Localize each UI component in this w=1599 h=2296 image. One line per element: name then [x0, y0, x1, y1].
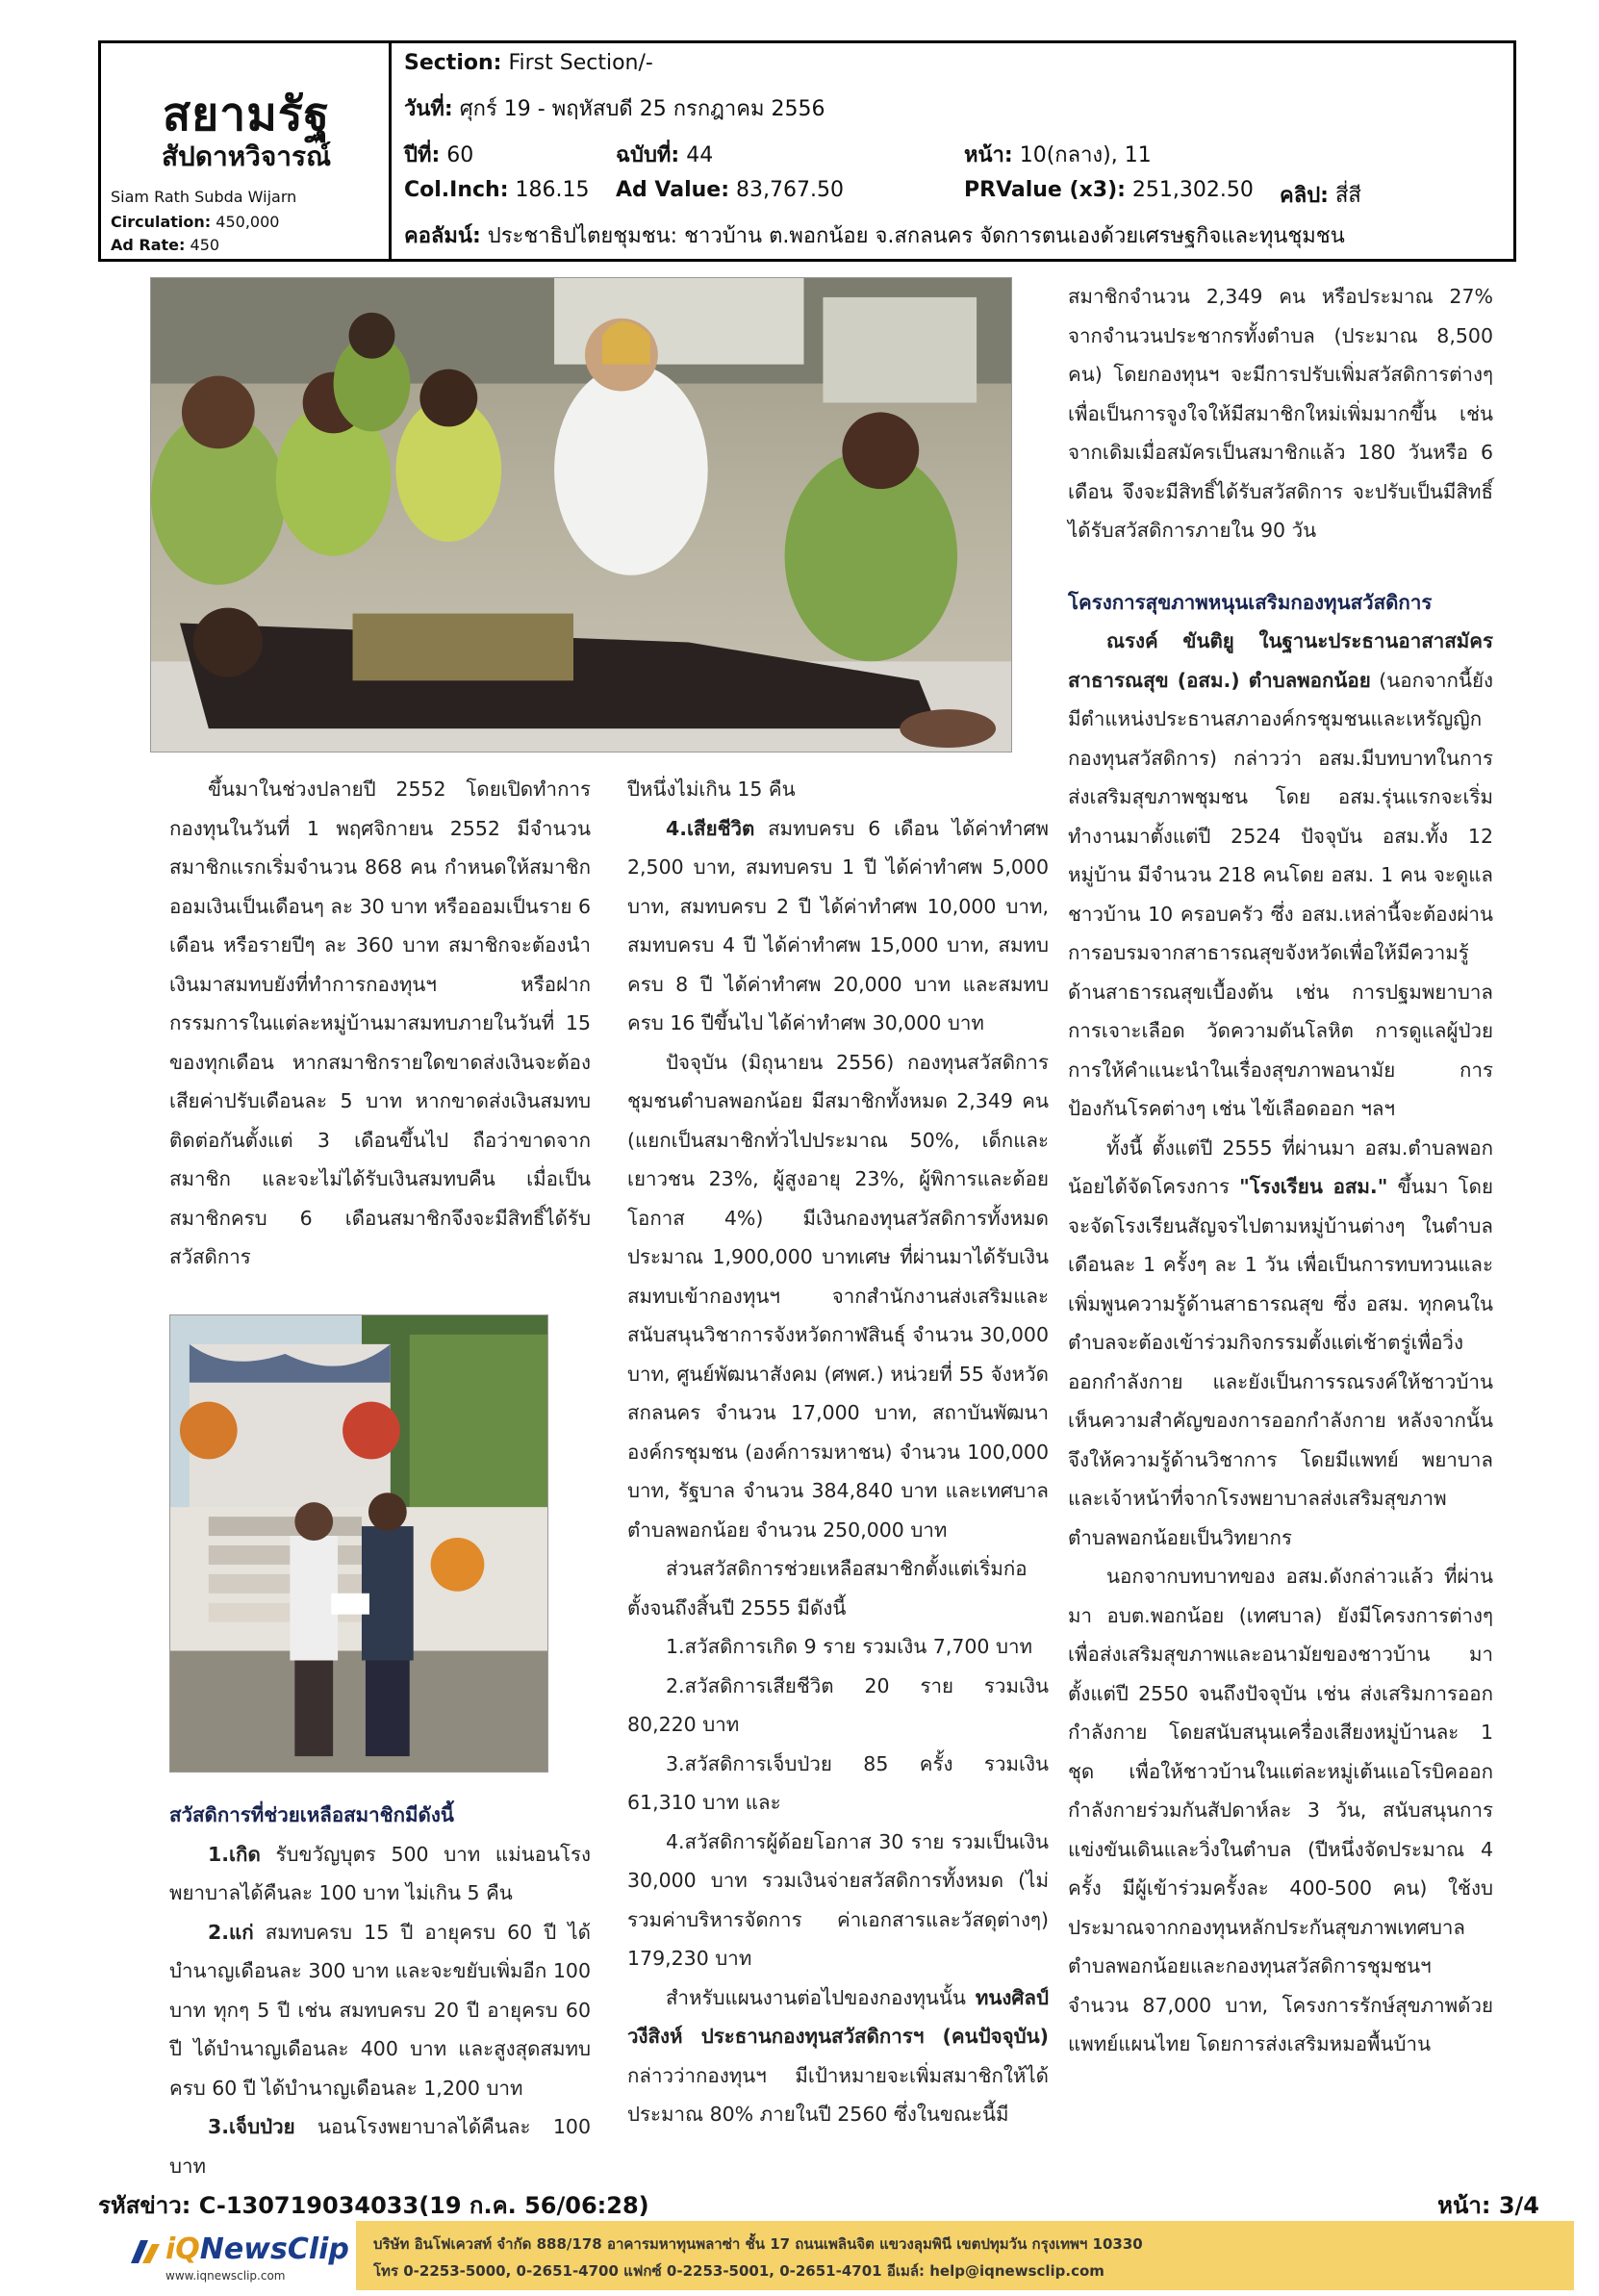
- paragraph: ปีหนึ่งไม่เกิน 15 คืน: [627, 778, 796, 801]
- clip-meta: [394, 43, 1513, 259]
- paragraph: ทั้งนี้ ตั้งแต่ปี 2555 ที่ผ่านมา อสม.ตำบลพอกน้อยได้จัดโครงการ "โรงเรียน อสม." ขึ้นมา โดยจะจัดโรงเรียนสัญจรไปตามหมู่บ้านต่างๆ ในตำบล เดือนละ 1 ครั้งๆ ละ 1 วัน เพื่อเป็นการทบทวนและเพิ่มพูนความรู้ด้านสาธารณสุข ซึ่ง อสม. ทุกคนในตำบลจะต้องเข้าร่วมกิจกรรมตั้งแต่เช้าตรู่เพื่อวิ่งออกกำลังกาย และยังเป็นการรณรงค์ให้ชาวบ้านเห็นความสำคัญของการออกกำลังกาย หลังจากนั้นจึงให้ความรู้ด้านวิชาการ โดยมีแพทย์ พยาบาล และเจ้าหน้าที่จากโรงพยาบาลส่งเสริมสุขภาพตำบลพอกน้อยเป็นวิทยากร: [1068, 1135, 1493, 1549]
- colinch-row: Col.Inch: 186.15: [404, 178, 590, 202]
- paragraph: ณรงค์ ขันติยู ในฐานะประธานอาสาสมัครสาธารณสุข (อสม.) ตำบลพอกน้อย (นอกจากนี้ยังมีตำแหน่งประธานสภาองค์กรชุมชนและเหรัญญิกกองทุนสวัสดิการ) กล่าวว่า อสม.มีบทบาทในการส่งเสริมสุขภาพชุมชน โดย อสม.รุ่นแรกจะเริ่มทำงานมาตั้งแต่ปี 2524 ปัจจุบัน อสม.ทั้ง 12 หมู่บ้าน มีจำนวน 218 คนโดย อสม. 1 คน จะดูแลชาวบ้าน 10 ครอบครัว ซึ่ง อสม.เหล่านี้จะต้องผ่านการอบรมจากสาธารณสุขจังหวัดเพื่อให้มีความรู้ด้านสาธารณสุขเบื้องต้น เช่น การปฐมพยาบาล การเจาะเลือด วัดความดันโลหิต การดูแลผู้ป่วย การให้คำแนะนำในเรื่องสุขภาพอนามัย การป้องกันโรคต่างๆ เช่น ไข้เลือดออก ฯลฯ: [1068, 629, 1493, 1120]
- prvalue-row: PRValue (x3): 251,302.50: [964, 178, 1254, 202]
- photo-health-training: [150, 277, 1012, 753]
- section-heading: โครงการสุขภาพหนุนเสริมกองทุนสวัสดิการ: [1068, 590, 1433, 614]
- year-row: ปีที่: 60: [404, 143, 474, 167]
- advalue-row: Ad Value: 83,767.50: [616, 178, 844, 202]
- paper-name: สยามรัฐ: [162, 88, 331, 141]
- company-contact: โทร 0-2253-5000, 0-2651-4700 แฟกซ์ 0-2253-5001, 0-2651-4701 อีเมล์: help@iqnewsclip.com: [373, 2262, 1104, 2280]
- brand-url: www.iqnewsclip.com: [165, 2269, 286, 2283]
- clip-header: [98, 40, 1516, 262]
- iqnewsclip-mark-icon: [127, 2234, 164, 2271]
- column-row: คอลัมน์: ประชาธิปไตยชุมชน: ชาวบ้าน ต.พอกน้อย จ.สกลนคร จัดการตนเองด้วยเศรษฐกิจและทุนชุมชน: [404, 224, 1345, 248]
- paragraph: สำหรับแผนงานต่อไปของกองทุนนั้น ทนงศิลป์ วงีสิงห์ ประธานกองทุนสวัสดิการฯ (คนปัจจุบัน) กล่าวว่ากองทุนฯ มีเป้าหมายจะเพิ่มสมาชิกให้ได้ประมาณ 80% ภายในปี 2560 ซึ่งในขณะนี้มี: [627, 1985, 1049, 2126]
- brand-name: iQNewsClip: [165, 2232, 349, 2266]
- news-id: รหัสข่าว: C-130719034033(19 ก.ค. 56/06:28): [98, 2192, 649, 2219]
- page-number: หน้า: 3/4: [1437, 2192, 1539, 2219]
- welfare-stat: 1.สวัสดิการเกิด 9 ราย รวมเงิน 7,700 บาท: [666, 1635, 1033, 1658]
- article-column-1: [169, 770, 591, 1277]
- welfare-stat: 2.สวัสดิการเสียชีวิต 20 ราย รวมเงิน 80,220 บาท: [627, 1673, 1049, 1736]
- photo-welfare-ceremony-image: [170, 1315, 547, 1772]
- publication-block: [101, 43, 392, 259]
- circulation: Circulation: 450,000: [111, 213, 280, 231]
- ad-rate: Ad Rate: 450: [111, 236, 220, 254]
- paragraph: ส่วนสวัสดิการช่วยเหลือสมาชิกตั้งแต่เริ่มก่อตั้งจนถึงสิ้นปี 2555 มีดังนี้: [627, 1557, 1028, 1620]
- section-row: Section: First Section/-: [404, 51, 653, 75]
- iqnewsclip-logo: [127, 2231, 368, 2286]
- paragraph: ขึ้นมาในช่วงปลายปี 2552 โดยเปิดทำการกองทุนในวันที่ 1 พฤศจิกายน 2552 มีจำนวนสมาชิกแรกเริ่มจำนวน 868 คน กำหนดให้สมาชิกออมเงินเป็นเดือนๆ ละ 30 บาท หรือออมเป็นราย 6 เดือน หรือรายปีๆ ละ 360 บาท สมาชิกจะต้องนำเงินมาสมทบยังที่ทำการกองทุนฯ หรือฝากกรรมการในแต่ละหมู่บ้านมาสมทบภายในวันที่ 15 ของทุกเดือน หากสมาชิกรายใดขาดส่งเงินจะต้องเสียค่าปรับเดือนละ 5 บาท หากขาดส่งเงินสมทบติดต่อกันตั้งแต่ 3 เดือนขึ้นไป ถือว่าขาดจากสมาชิก และจะไม่ได้รับเงินสมทบคืน เมื่อเป็นสมาชิกครบ 6 เดือนสมาชิกจึงจะมีสิทธิ์ได้รับสวัสดิการ: [169, 778, 591, 1268]
- clip-row: คลิป: สี่สี: [1280, 184, 1361, 208]
- paper-en-name: Siam Rath Subda Wijarn: [111, 188, 297, 206]
- issue-row: ฉบับที่: 44: [616, 143, 714, 167]
- page-row: หน้า: 10(กลาง), 11: [964, 143, 1152, 167]
- company-info: [356, 2221, 1574, 2290]
- article-column-3: [1068, 277, 1493, 2064]
- paper-subtitle: สัปดาหวิจารณ์: [161, 140, 332, 172]
- article-column-1-lower: [169, 1796, 591, 2185]
- company-address: บริษัท อินโฟเควสท์ จำกัด 888/178 อาคารมหาทุนพลาซ่า ชั้น 17 ถนนเพลินจิต แขวงลุมพินี เขตปทุมวัน กรุงเทพฯ 10330: [373, 2235, 1143, 2253]
- welfare-item: 1.เกิด รับขวัญบุตร 500 บาท แม่นอนโรงพยาบาลได้คืนละ 100 บาท ไม่เกิน 5 คืน: [169, 1842, 591, 1904]
- article-column-2: [627, 770, 1049, 2134]
- welfare-stat: 4.สวัสดิการผู้ด้อยโอกาส 30 ราย รวมเป็นเงิน 30,000 บาท รวมเงินจ่ายสวัสดิการทั้งหมด (ไม่รวมค่าบริหารจัดการ ค่าเอกสารและวัสดุต่างๆ) 179,230 บาท: [627, 1829, 1049, 1970]
- welfare-item: 3.เจ็บป่วย นอนโรงพยาบาลได้คืนละ 100 บาท: [169, 2115, 591, 2178]
- section-heading: สวัสดิการที่ช่วยเหลือสมาชิกมีดังนี้: [169, 1803, 454, 1826]
- photo-welfare-ceremony: [169, 1314, 548, 1773]
- paragraph: นอกจากบทบาทของ อสม.ดังกล่าวแล้ว ที่ผ่านมา อบต.พอกน้อย (เทศบาล) ยังมีโครงการต่างๆ เพื่อส่งเสริมสุขภาพและอนามัยของชาวบ้าน มาตั้งแต่ปี 2550 จนถึงปัจจุบัน เช่น ส่งเสริมการออกกำลังกาย โดยสนับสนุนเครื่องเสียงหมู่บ้านละ 1 ชุด เพื่อให้ชาวบ้านในแต่ละหมู่เต้นแอโรบิคออกกำลังกายร่วมกันสัปดาห์ละ 3 วัน, สนับสนุนการแข่งขันเดินและวิ่งในตำบล (ปีหนึ่งจัดประมาณ 4 ครั้ง มีผู้เข้าร่วมครั้งละ 400-500 คน) ใช้งบประมาณจากกองทุนหลักประกันสุขภาพเทศบาลตำบลพอกน้อยและกองทุนสวัสดิการชุมชนฯ จำนวน 87,000 บาท, โครงการรักษ์สุขภาพด้วยแพทย์แผนไทย โดยการส่งเสริมหมอพื้นบ้าน: [1068, 1565, 1493, 2055]
- paragraph: สมาชิกจำนวน 2,349 คน หรือประมาณ 27% จากจำนวนประชากรทั้งตำบล (ประมาณ 8,500 คน) โดยกองทุนฯ จะมีการปรับเพิ่มสวัสดิการต่างๆ เพื่อเป็นการจูงใจให้มีสมาชิกใหม่เพิ่มมากขึ้น เช่น จากเดิมเมื่อสมัครเป็นสมาชิกแล้ว 180 วันหรือ 6 เดือน จึงจะมีสิทธิ์ได้รับสวัสดิการ จะปรับเป็นมีสิทธิ์ได้รับสวัสดิการภายใน 90 วัน: [1068, 285, 1493, 542]
- welfare-stat: 3.สวัสดิการเจ็บป่วย 85 ครั้ง รวมเงิน 61,310 บาท และ: [627, 1751, 1049, 1814]
- photo-health-training-image: [151, 278, 1011, 752]
- welfare-item: 2.แก่ สมทบครบ 15 ปี อายุครบ 60 ปี ได้บำนาญเดือนละ 300 บาท และจะขยับเพิ่มอีก 100 บาท ทุกๆ 5 ปี เช่น สมทบครบ 20 ปี อายุครบ 60 ปี ได้บำนาญเดือนละ 400 บาท และสูงสุดสมทบครบ 60 ปี ได้บำนาญเดือนละ 1,200 บาท: [169, 1920, 591, 2100]
- date-row: วันที่: ศุกร์ 19 - พฤหัสบดี 25 กรกฎาคม 2556: [404, 97, 825, 121]
- welfare-item: 4.เสียชีวิต สมทบครบ 6 เดือน ได้ค่าทำศพ 2,500 บาท, สมทบครบ 1 ปี ได้ค่าทำศพ 5,000 บาท, สมทบครบ 2 ปี ได้ค่าทำศพ 10,000 บาท, สมทบครบ 4 ปี ได้ค่าทำศพ 15,000 บาท, สมทบครบ 8 ปี ได้ค่าทำศพ 20,000 บาท และสมทบครบ 16 ปีขึ้นไป ได้ค่าทำศพ 30,000 บาท: [627, 816, 1049, 1034]
- footer-bar: [98, 2221, 1574, 2290]
- paragraph: ปัจจุบัน (มิถุนายน 2556) กองทุนสวัสดิการชุมชนตำบลพอกน้อย มีสมาชิกทั้งหมด 2,349 คน (แยกเป็นสมาชิกทั่วไปประมาณ 50%, เด็กและเยาวชน 23%, ผู้สูงอายุ 23%, ผู้พิการและด้อยโอกาส 4%) มีเงินกองทุนสวัสดิการทั้งหมดประมาณ 1,900,000 บาทเศษ ที่ผ่านมาได้รับเงินสมทบเข้ากองทุนฯ จากสำนักงานส่งเสริมและสนับสนุนวิชาการจังหวัดกาฬสินธุ์ จำนวน 30,000 บาท, ศูนย์พัฒนาสังคม (ศพศ.) หน่วยที่ 55 จังหวัดสกลนคร จำนวน 17,000 บาท, สถาบันพัฒนาองค์กรชุมชน (องค์การมหาชน) จำนวน 100,000 บาท, รัฐบาล จำนวน 384,840 บาท และเทศบาลตำบลพอกน้อย จำนวน 250,000 บาท: [627, 1050, 1049, 1542]
